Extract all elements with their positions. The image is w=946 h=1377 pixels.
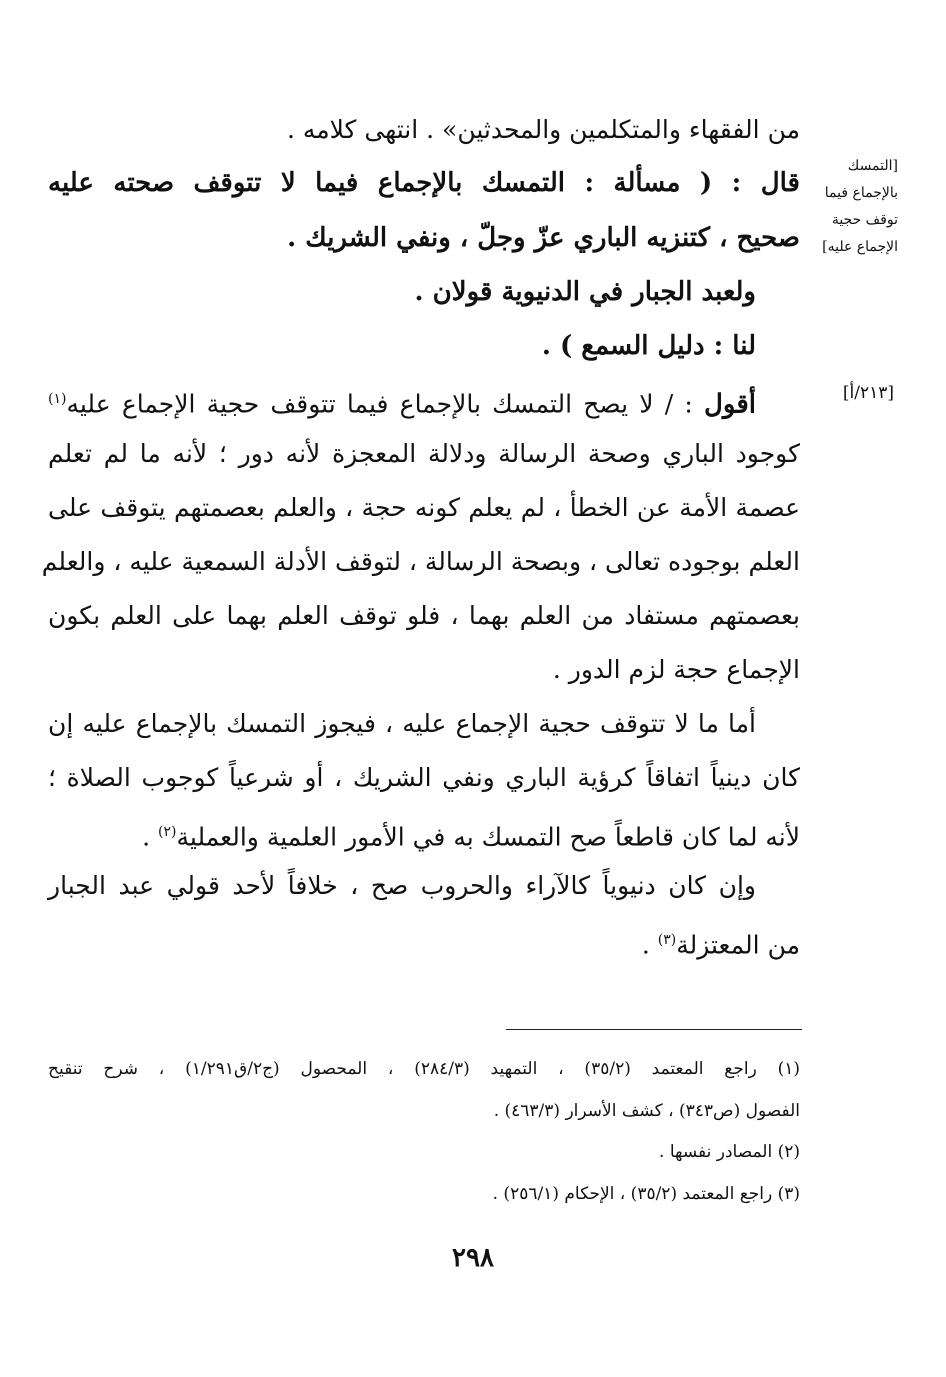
footnote-ref-1: (١): [48, 391, 67, 407]
footnote-3: (٣) راجع المعتمد (٣٥/٢) ، الإحكام (٢٥٦/١) .: [492, 1184, 800, 1204]
text-line-6-rest: : / لا يصح التمسك بالإجماع فيما تتوقف حجية الإجماع عليه: [66, 389, 693, 419]
footnote-1-line-1: (١) راجع المعتمد (٣٥/٢) ، التمهيد (٢٨٤/٣) ، المحصول (ج٢/ق١/٢٩١) ، شرح تنقيح: [48, 1059, 801, 1079]
text-line-16-body: من المعتزلة: [676, 930, 800, 960]
text-line-13: كان دينياً اتفاقاً كرؤية الباري ونفي الشريك ، أو شرعياً كوجوب الصلاة ؛: [48, 763, 800, 792]
text-line-9: العلم بوجوده تعالى ، وبصحة الرسالة ، لتوقف الأدلة السمعية عليه ، والعلم: [41, 547, 800, 576]
footnote-ref-2: (٢): [158, 824, 177, 840]
margin-note-line: توقف حجية: [831, 212, 898, 228]
text-line-7: كوجود الباري وصحة الرسالة ودلالة المعجزة لأنه دور ؛ لأنه ما لم تعلم: [48, 439, 800, 468]
footnote-separator: [506, 1029, 802, 1030]
footnote-ref-3: (٣): [657, 932, 677, 948]
text-line-11: الإجماع حجة لزم الدور .: [552, 655, 800, 684]
margin-note-line: [التمسك: [847, 158, 898, 174]
text-line-3-bold: صحيح ، كتنزيه الباري عزّ وجلّ ، ونفي الشريك .: [287, 223, 800, 253]
text-line-14-body: لأنه لما كان قاطعاً صح التمسك به في الأمور العلمية والعملية: [176, 822, 800, 852]
footnote-2: (٢) المصادر نفسها .: [659, 1142, 800, 1162]
text-line-10: بعصمتهم مستفاد من العلم بهما ، فلو توقف العلم بهما على العلم بكون: [48, 601, 800, 630]
text-line-5-bold: لنا : دليل السمع ) .: [541, 331, 756, 361]
margin-note: [806, 153, 898, 261]
text-line-4-bold: ولعبد الجبار في الدنيوية قولان .: [414, 277, 756, 307]
text-line-15: وإن كان دنيوياً كالآراء والحروب صح ، خلافاً لأحد قولي عبد الجبار: [48, 871, 756, 900]
text-line-16: [642, 923, 800, 962]
text-line-1: من الفقهاء والمتكلمين والمحدثين» . انتهى كلامه .: [286, 115, 800, 144]
margin-note-line: بالإجماع فيما: [824, 185, 898, 201]
folio-marker: [٢١٣/أ]: [842, 383, 894, 403]
text-line-16-end: .: [641, 930, 658, 960]
text-line-8: عصمة الأمة عن الخطأ ، لم يعلم كونه حجة ، والعلم بعصمتهم يتوقف على: [48, 493, 800, 522]
text-line-2-bold: قال : ( مسألة : التمسك بالإجماع فيما لا تتوقف صحته عليه: [48, 168, 800, 198]
footnote-1-line-2: الفصول (ص٣٤٣) ، كشف الأسرار (٤٦٣/٣) .: [493, 1101, 800, 1121]
text-line-12: أما ما لا تتوقف حجية الإجماع عليه ، فيجوز التمسك بالإجماع عليه إن: [48, 709, 756, 738]
text-line-6: [48, 382, 756, 421]
page-number: ٢٩٨: [452, 1243, 494, 1273]
aqulu-word: أقول: [704, 389, 756, 420]
text-line-14: [142, 815, 800, 854]
text-line-14-end: .: [142, 822, 159, 852]
margin-note-line: الإجماع عليه]: [822, 239, 898, 255]
